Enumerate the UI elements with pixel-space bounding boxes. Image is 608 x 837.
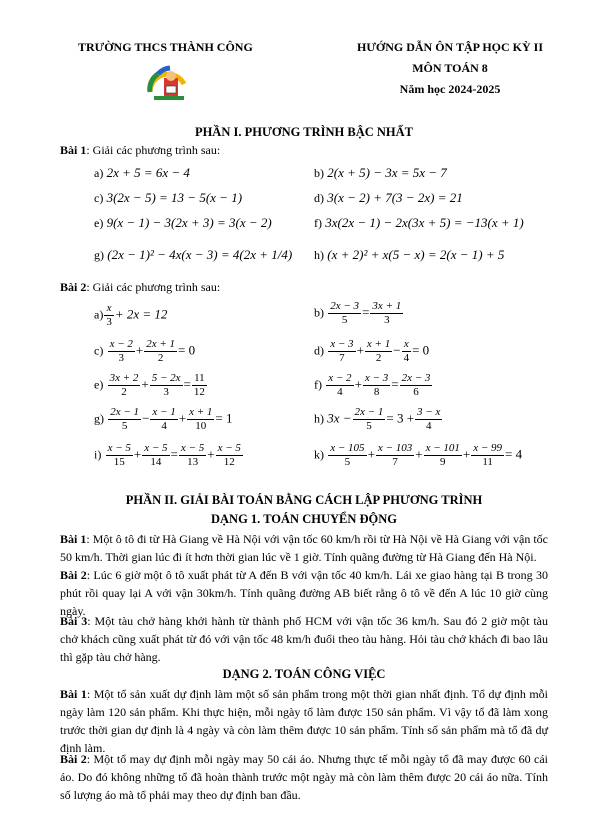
bai1-b: b) 2(x + 5) − 3x = 5x − 7 (314, 165, 447, 180)
bai2-d: d) $\frac{x - 3}{7}$ + $\frac{x + 1}{2}$ − $\frac{x}{4}$ = 0 (314, 338, 430, 364)
part2-title: PHẦN II. GIẢI BÀI TOÁN BẰNG CÁCH LẬP PHƯƠNG TRÌNH (125, 493, 483, 507)
dang1-bai2: Bài 2: Lúc 6 giờ một ô tô xuất phát từ A đến B với vận tốc 40 km/h. Lái xe giao hàng tại B trong 30 phút rồi quay lại A với vận 30km/h. Tính quãng đường AB biết rằng ô tô về đến A lúc 10 giờ cùng ngày. (60, 568, 549, 618)
bai1-c: c) 3(2x − 5) = 13 − 5(x − 1) (94, 190, 243, 205)
dang1-title: DẠNG 1. TOÁN CHUYỂN ĐỘNG (210, 512, 397, 526)
bai2-i: i) $\frac{x - 5}{15}$ + $\frac{x - 5}{14}$ = $\frac{x - 5}{13}$ + $\frac{x - 5}{12}$ (94, 442, 241, 468)
subject: MÔN TOÁN 8 (412, 61, 488, 75)
school-logo-icon (144, 62, 192, 106)
dang1-bai1: Bài 1: Một ô tô đi từ Hà Giang về Hà Nội với vận tốc 60 km/h rồi từ Hà Nội về Hà Giang với vận tốc 50 km/h. Thời gian lúc đi ít hơn thời gian lúc về 1 giờ. Tính quãng đường từ Hà Giang đến Hà Nội. (60, 532, 548, 564)
school-logo (144, 62, 192, 106)
bai1-f: f) 3x(2x − 1) − 2x(3x + 5) = −13(x + 1) (314, 215, 524, 230)
bai2-heading: Bài 2: Giải các phương trình sau: (60, 280, 221, 294)
part1-title: PHẦN I. PHƯƠNG TRÌNH BẬC NHẤT (194, 125, 414, 139)
bai1-h: h) (x + 2)² + x(5 − x) = 2(x − 1) + 5 (314, 247, 505, 262)
school-name: TRƯỜNG THCS THÀNH CÔNG (78, 40, 253, 54)
bai2-e: e) $\frac{3x + 2}{2}$ + $\frac{5 - 2x}{3}$ = $\frac{11}{12}$ (94, 372, 205, 398)
guide-title: HƯỚNG DẪN ÔN TẬP HỌC KỲ II (356, 40, 543, 54)
dang2-bai1: Bài 1: Một tổ sản xuất dự định làm một số sản phẩm trong một thời gian nhất định. Tổ dự định mỗi ngày làm 120 sản phẩm. Khi thực hiện, mỗi ngày tổ làm được 150 sản phẩm. Vì vậy tổ đã làm xong trước thời gian dự định là 4 ngày và còn làm thêm được 10 sản phẩm. Tính số sản phẩm mà tổ đã dự định làm. (60, 687, 548, 755)
bai2-g: g) $\frac{2x - 1}{5}$ − $\frac{x - 1}{4}$ + $\frac{x + 1}{10}$ = 1 (94, 406, 233, 432)
bai1-e: e) 9(x − 1) − 3(2x + 3) = 3(x − 2) (94, 215, 272, 230)
bai1-a: a) 2x + 5 = 6x − 4 (94, 165, 190, 180)
dang2-bai2: Bài 2: Một tổ may dự định mỗi ngày may 50 cái áo. Nhưng thực tế mỗi ngày tổ đã may được 60 cái áo. Do đó không những tổ đã hoàn thành trước một ngày mà còn làm thêm được 20 cái áo nữa. Tính số lượng áo mà tổ phải may theo dự định ban đầu. (60, 752, 548, 802)
bai2-c: c) $\frac{x - 2}{3}$ + $\frac{2x + 1}{2}$ = 0 (94, 338, 196, 364)
bai2-k: k) $\frac{x - 105}{5}$ + $\frac{x - 103}{7}$ + $\frac{x - 101}{9}$ + $\frac{x - 99}{11}$ = 4 (314, 442, 523, 468)
bai2-a: a) $\frac{x}{3}$ + 2x = 12 (94, 302, 168, 328)
bai2-h: h) 3x − $\frac{2x - 1}{5}$ = 3 + $\frac{3 - x}{4}$ (314, 406, 441, 432)
bai2-f: f) $\frac{x - 2}{4}$ + $\frac{x - 3}{8}$ = $\frac{2x - 3}{6}$ (314, 372, 431, 398)
dang1-bai3: Bài 3: Một tàu chở hàng khởi hành từ thành phố HCM với vận tốc 36 km/h. Sau đó 2 giờ một tàu chở khách cũng xuất phát từ đó với vận tốc 48 km/h đuổi theo tàu hàng. Hỏi tàu chở khách đi bao lâu thì gặp tàu chở hàng. (60, 614, 549, 664)
school-year: Năm học 2024-2025 (399, 82, 501, 96)
bai2-b: b) $\frac{2x - 3}{5}$ = $\frac{3x + 1}{3}$ (314, 300, 402, 326)
bai1-g: g) (2x − 1)² − 4x(x − 3) = 4(2x + 1/4) (94, 247, 293, 262)
bai1-heading: Bài 1: Giải các phương trình sau: (60, 143, 221, 157)
bai1-d: d) 3(x − 2) + 7(3 − 2x) = 21 (314, 190, 463, 205)
dang2-title: DẠNG 2. TOÁN CÔNG VIỆC (222, 667, 386, 681)
